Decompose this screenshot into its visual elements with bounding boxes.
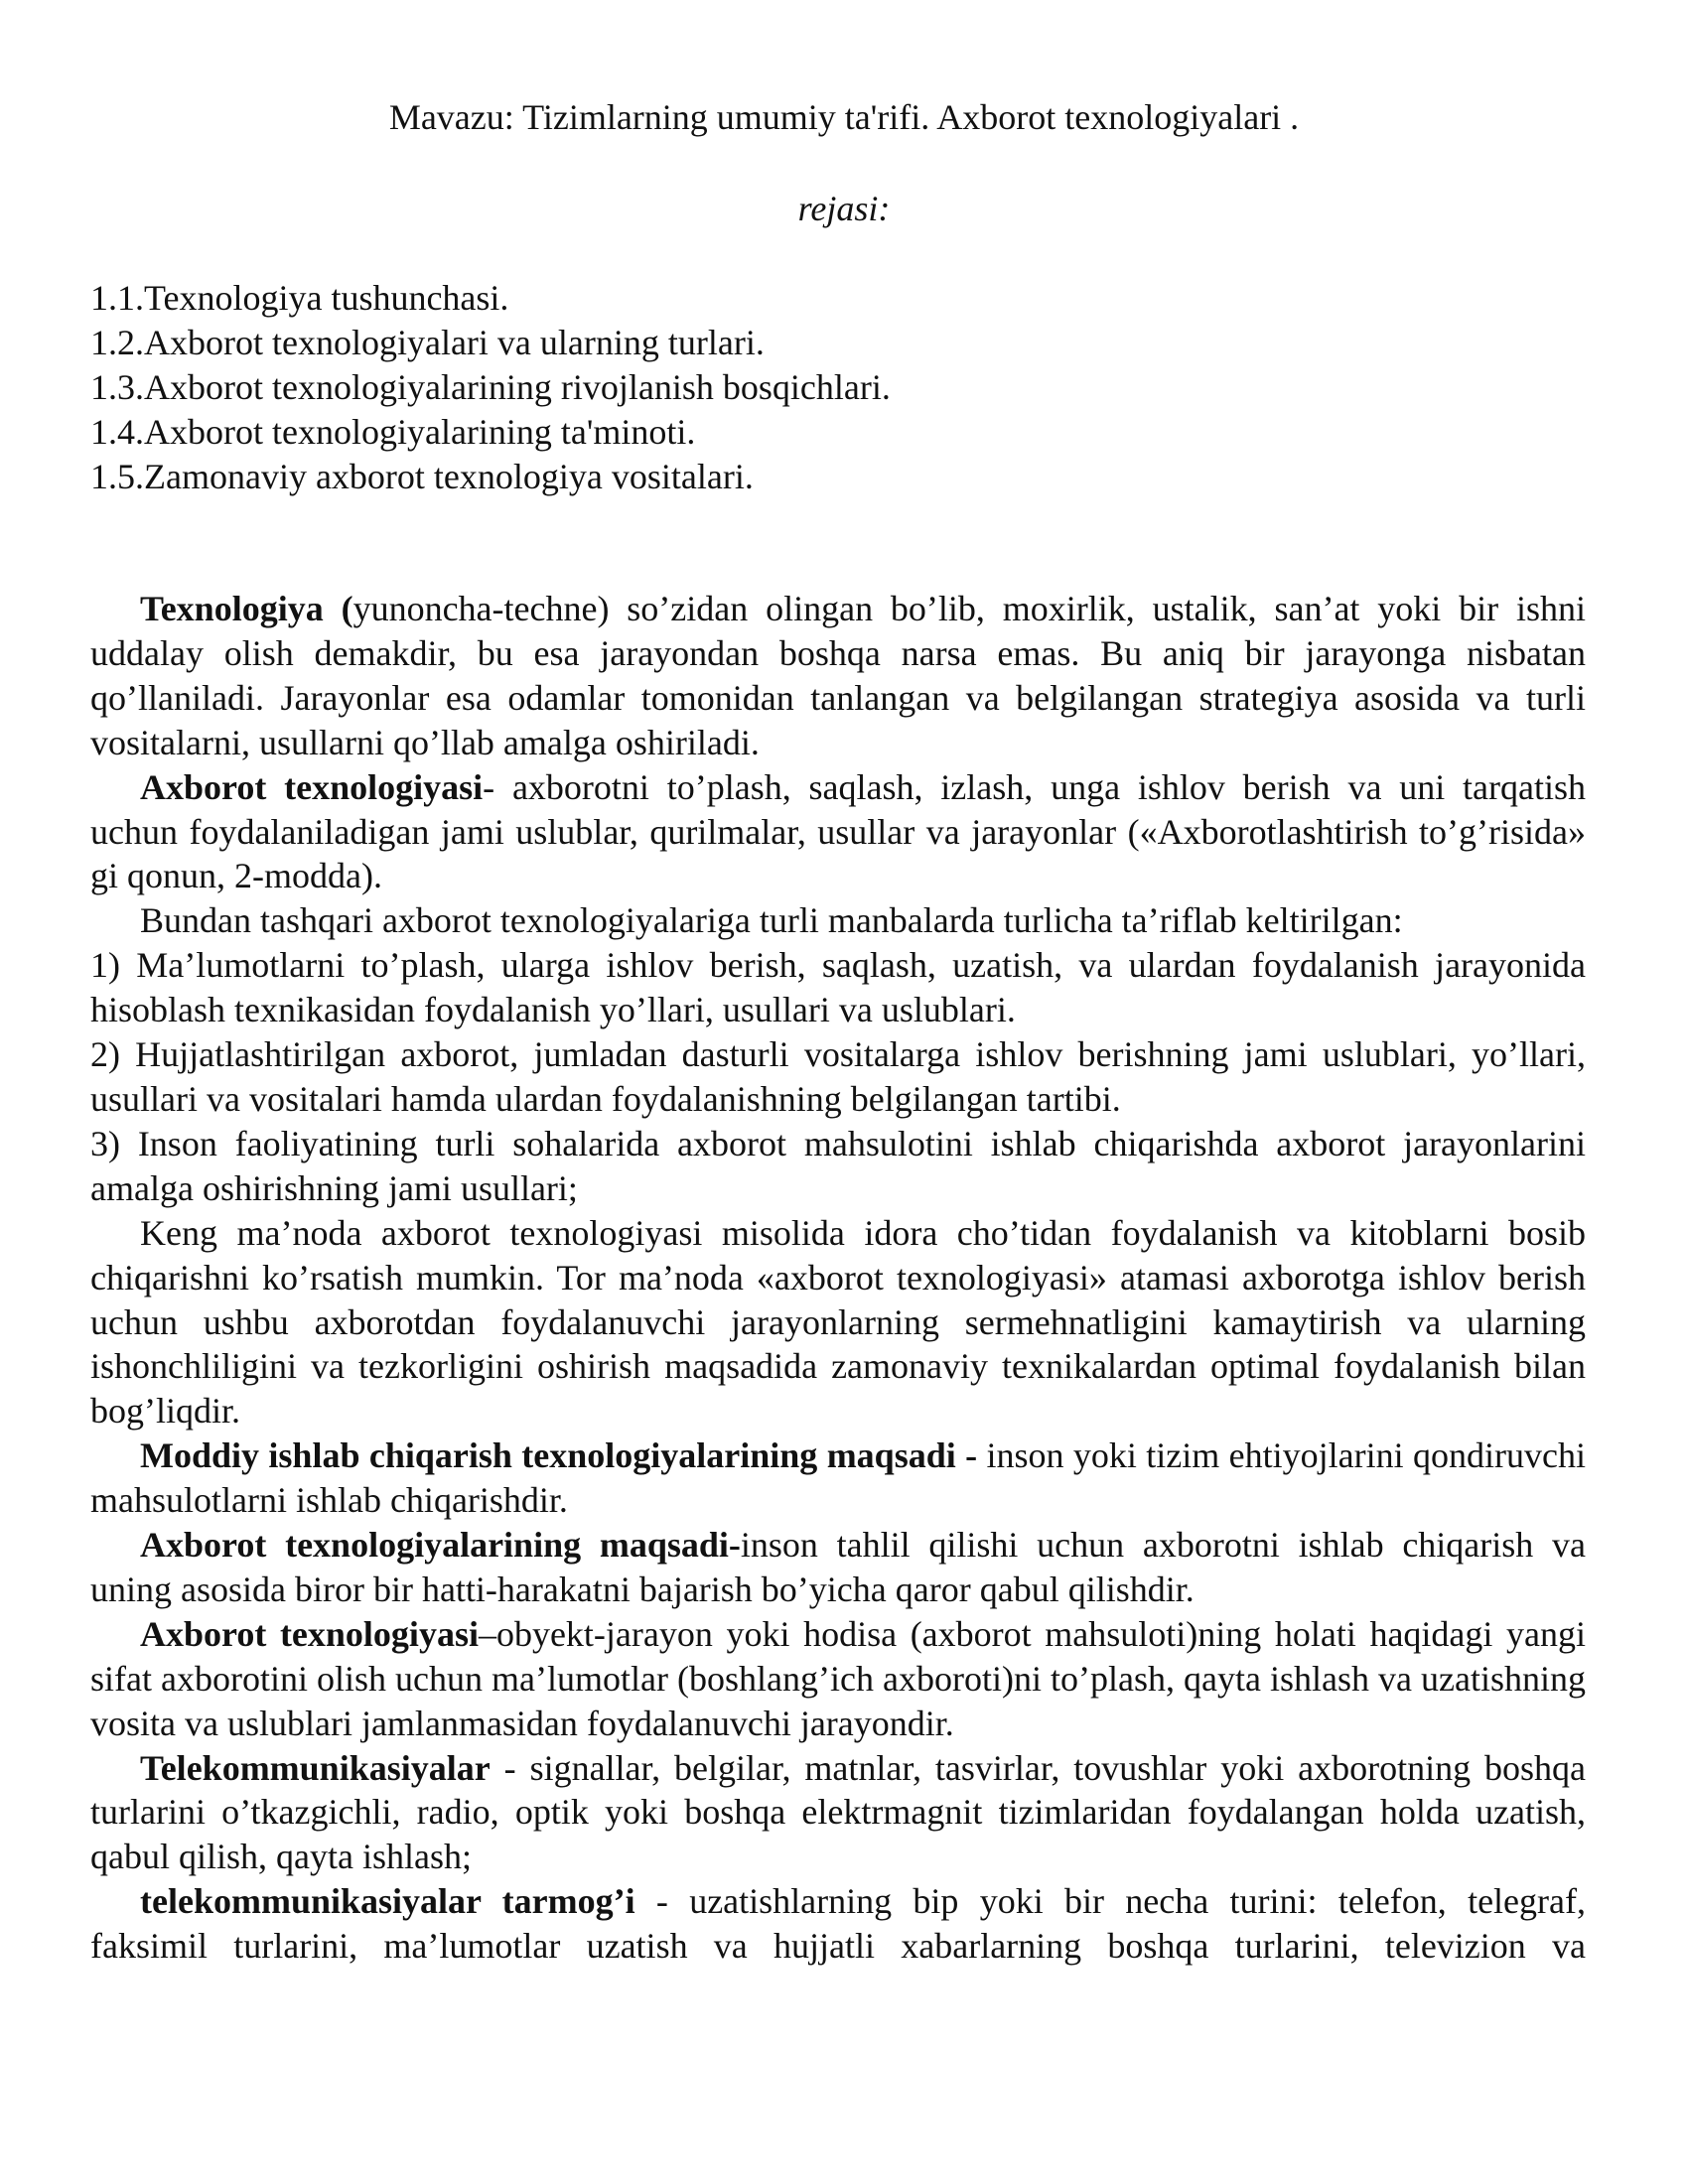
paragraph-tarmogi <box>90 1879 1586 1969</box>
paragraph-axborot-texnologiyasi <box>90 765 1586 899</box>
term: Moddiy ishlab chiqarish texnologiyalarining maqsadi - <box>140 1435 978 1476</box>
paragraph-texnologiya <box>90 587 1586 765</box>
paragraph-text: inson tahlil qilishi uchun axborotni ishlab chiqarish va uning asosida biror bir hatti-harakatni bajarish bo’yicha qaror qabul qilishdir. <box>90 1525 1586 1609</box>
paragraph-text: yunoncha-techne) so’zidan olingan bo’lib, moxirlik, ustalik, san’at yoki bir ishni uddalay olish demakdir, bu esa jarayondan boshqa narsa emas. Bu aniq bir jarayonga nisbatan qo’llaniladi. Jarayonlar esa odamlar tomonidan tanlangan va belgilangan strategiya asosida va turli vositalarni, usullarni qo’llab amalga oshiriladi. <box>90 589 1586 762</box>
list-item-3 <box>90 1122 1586 1211</box>
paragraph-axborot-texnologiyasi-2 <box>90 1612 1586 1746</box>
paragraph-keng-manoda <box>90 1211 1586 1434</box>
paragraph-text: Keng ma’noda axborot texnologiyasi misolida idora cho’tidan foydalanish va kitoblarni bosib chiqarishni ko’rsatish mumkin. Tor ma’noda «axborot texnologiyasi» atamasi axborotga ishlov berish uchun ushbu axborotdan foydalanuvchi jarayonlarning sermehnatligini kamaytirish va ularning ishonchliligini va tezkorligini oshirish maqsadida zamonaviy texnikalardan optimal foydalanish bilan bog’liqdir. <box>90 1212 1586 1432</box>
plan-item: 1.2.Axborot texnologiyalari va ularning turlari. <box>90 323 765 362</box>
paragraph-text: Bundan tashqari axborot texnologiyalariga turli manbalarda turlicha ta’riflab keltirilgan: <box>140 900 1403 941</box>
paragraph-moddiy <box>90 1433 1586 1523</box>
paragraph-text: 1) Ma’lumotlarni to’plash, ularga ishlov berish, saqlash, uzatish, va ulardan foydalanish jarayonida hisoblash texnikasidan foydalanish yo’llari, usullari va uslublari. <box>90 945 1586 1030</box>
paragraph-text: inson yoki tizim ehtiyojlarini qondiruvchi mahsulotlarni ishlab chiqarishdir. <box>90 1435 1586 1521</box>
term: Axborot texnologiyasi <box>140 1613 479 1654</box>
paragraph-text: - axborotni to’plash, saqlash, izlash, unga ishlov berish va uni tarqatish uchun foydalaniladigan jami uslublar, qurilmalar, usullar va jarayonlar («Axborotlashtirish to’g’risida» gi qonun, 2-modda). <box>90 766 1586 896</box>
plan-item: 1.3.Axborot texnologiyalarining rivojlanish bosqichlari. <box>90 367 891 407</box>
body-text <box>90 587 1586 1969</box>
plan-item: 1.1.Texnologiya tushunchasi. <box>90 278 509 318</box>
paragraph-text: 2) Hujjatlashtirilgan axborot, jumladan dasturli vositalarga ishlov berishning jami uslublari, yo’llari, usullari va vositalari hamda ulardan foydalanishning belgilangan tartibi. <box>90 1034 1586 1119</box>
plan-heading: rejasi: <box>797 189 891 228</box>
paragraph-telekommunikasiyalar <box>90 1746 1586 1880</box>
page-title: Mavazu: Tizimlarning umumiy ta'rifi. Axborot texnologiyalari . <box>388 97 1300 137</box>
term: telekommunikasiyalar tarmog’i <box>140 1881 635 1922</box>
term: Axborot texnologiyasi <box>140 766 484 807</box>
list-item-1 <box>90 943 1586 1032</box>
term: Axborot texnologiyalarining maqsadi- <box>140 1525 741 1566</box>
plan-list <box>90 276 1183 499</box>
term: Telekommunikasiyalar <box>140 1747 491 1788</box>
paragraph-text: –obyekt-jarayon yoki hodisa (axborot mahsuloti)ning holati haqidagi yangi sifat axborotini olish uchun ma’lumotlar (boshlang’ich axboroti)ni to’plash, qayta ishlash va uzatishning vosita va uslublari jamlanmasidan foydalanuvchi jarayondir. <box>90 1613 1586 1743</box>
plan-item: 1.4.Axborot texnologiyalarining ta'minoti. <box>90 412 696 452</box>
term: Texnologiya ( <box>140 589 353 628</box>
list-item-2 <box>90 1032 1586 1122</box>
paragraph-text: - signallar, belgilar, matnlar, tasvirlar, tovushlar yoki axborotning boshqa turlarini o’tkazgichli, radio, optik yoki boshqa elektrmagnit tizimlaridan foydalangan holda uzatish, qabul qilish, qayta ishlash; <box>90 1747 1586 1877</box>
plan-item: 1.5.Zamonaviy axborot texnologiya vositalari. <box>90 457 754 496</box>
paragraph-intro-list <box>90 898 1586 943</box>
paragraph-text: 3) Inson faoliyatining turli sohalarida axborot mahsulotini ishlab chiqarishda axborot jarayonlarini amalga oshirishning jami usullari; <box>90 1123 1586 1208</box>
paragraph-text: - uzatishlarning bip yoki bir necha turini: telefon, telegraf, faksimil turlarini, ma’lumotlar uzatish va hujjatli xabarlarning boshqa turlarini, televizion va <box>90 1881 1586 1967</box>
paragraph-maqsadi <box>90 1523 1586 1612</box>
